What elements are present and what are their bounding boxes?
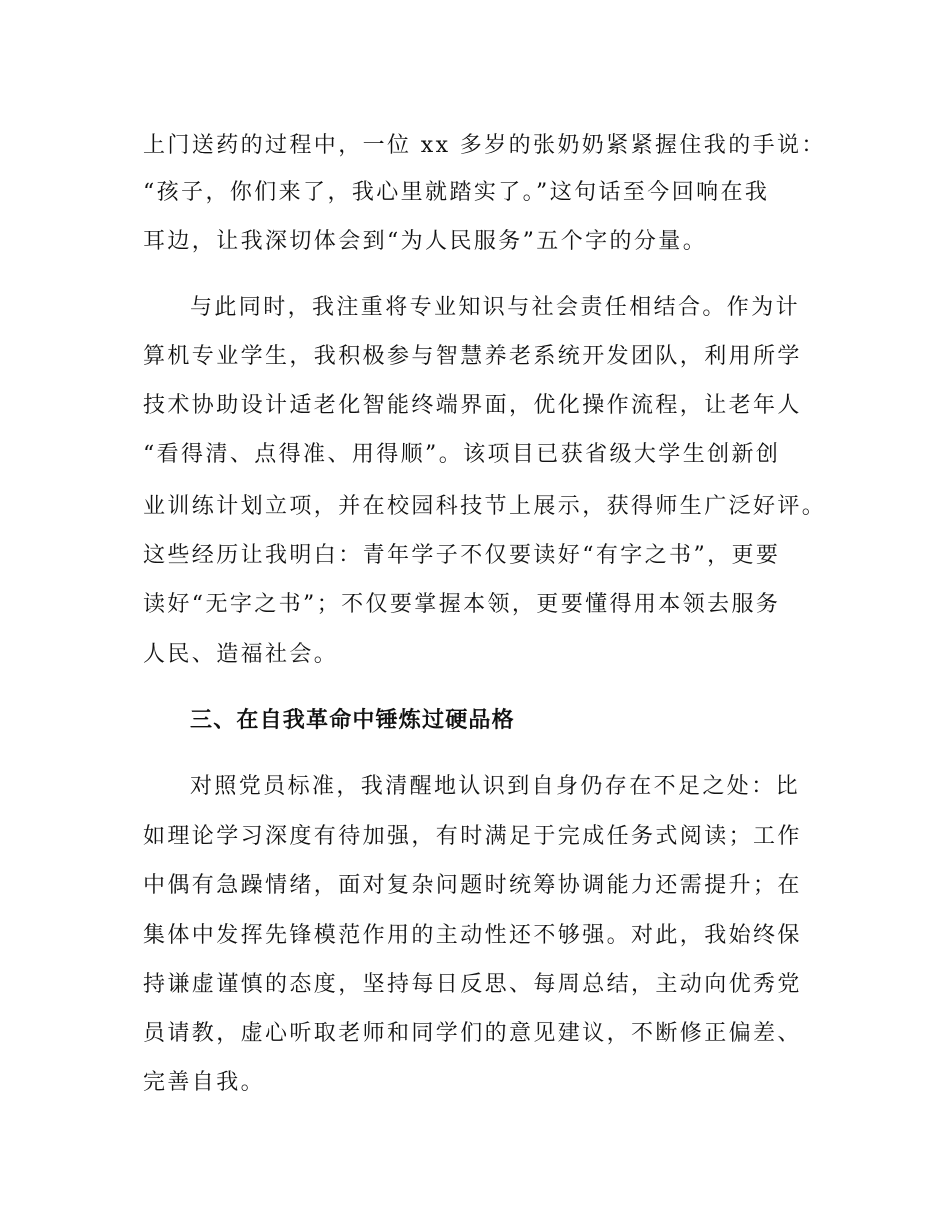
paragraph-2-line-7: 读好“无字之书”；不仅要掌握本领，更要懂得用本领去服务 xyxy=(143,592,781,617)
paragraph-3-line-7: 完善自我。 xyxy=(143,1070,266,1095)
paragraph-2-line-1: 与此同时，我注重将专业知识与社会责任相结合。作为计 xyxy=(190,295,801,320)
paragraph-3-line-2: 如理论学习深度有待加强，有时满足于完成任务式阅读；工作 xyxy=(143,824,802,849)
paragraph-2-line-6: 这些经历让我明白：青年学子不仅要读好“有字之书”，更要 xyxy=(143,543,781,568)
paragraph-1-line-2: “孩子，你们来了，我心里就踏实了。”这句话至今回响在我 xyxy=(143,180,770,205)
paragraph-3-line-5: 持谦虚谨慎的态度，坚持每日反思、每周总结，主动向优秀党 xyxy=(143,972,802,997)
paragraph-2-line-5: 业训练计划立项，并在校园科技节上展示，获得师生广泛好评。 xyxy=(143,494,827,519)
paragraph-1-line-1: 上门送药的过程中，一位 xx 多岁的张奶奶紧紧握住我的手说： xyxy=(143,133,826,158)
paragraph-2-line-3: 技术协助设计适老化智能终端界面，优化操作流程，让老年人 xyxy=(143,393,802,418)
paragraph-3-line-3: 中偶有急躁情绪，面对复杂问题时统筹协调能力还需提升；在 xyxy=(143,873,802,898)
paragraph-2-line-4: “看得清、点得准、用得顺”。该项目已获省级大学生创新创 xyxy=(143,442,781,467)
section-heading: 三、在自我革命中锤炼过硬品格 xyxy=(190,708,515,733)
paragraph-3-line-1: 对照党员标准，我清醒地认识到自身仍存在不足之处：比 xyxy=(190,774,801,799)
paragraph-1-line-3: 耳边，让我深切体会到“为人民服务”五个字的分量。 xyxy=(143,229,708,254)
paragraph-3-line-6: 员请教，虚心听取老师和同学们的意见建议，不断修正偏差、 xyxy=(143,1021,802,1046)
paragraph-2-line-2: 算机专业学生，我积极参与智慧养老系统开发团队，利用所学 xyxy=(143,344,802,369)
paragraph-2-line-8: 人民、造福社会。 xyxy=(143,642,339,667)
paragraph-3-line-4: 集体中发挥先锋模范作用的主动性还不够强。对此，我始终保 xyxy=(143,923,802,948)
